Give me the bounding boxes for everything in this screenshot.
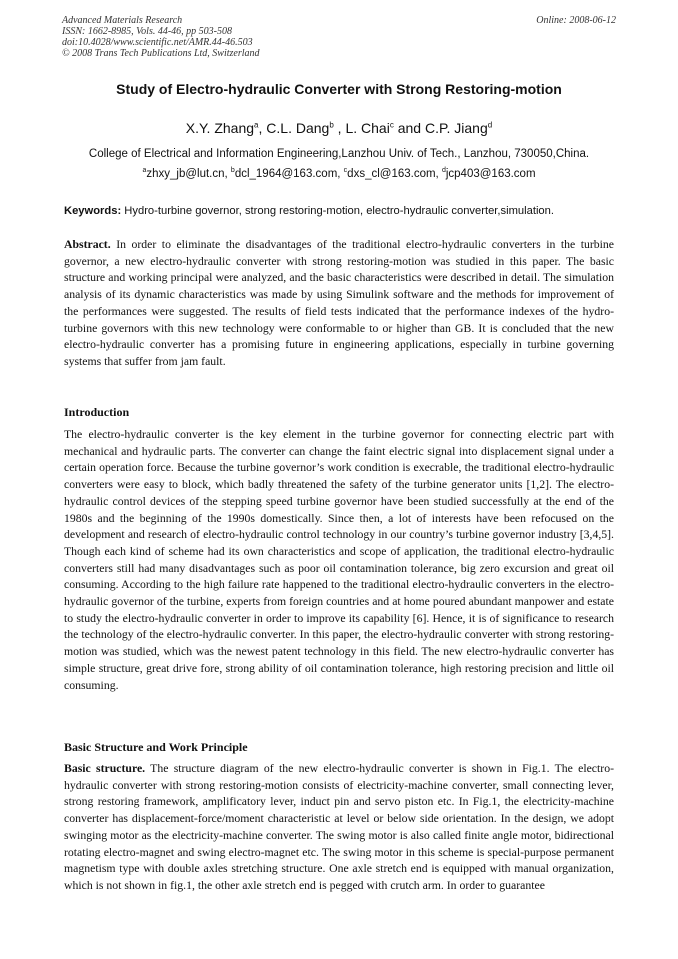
introduction-paragraph: The electro-hydraulic converter is the key element in the turbine governor for connecting electric part with mechanical and hydraulic parts. The converter can change the faint electric signal into displacement signal under a certain operation force. Because the turbine governor’s work condition is execrable, the traditional electro-hydraulic converters were easy to block, which badly threatened the safety of the turbine generator units [1,2]. The electro-hydraulic control devices of the stepping speed turbine governor have been studied successfully at the end of the 1980s and the beginning of the 1990s domestically. Since then, a lot of interests have been refocused on the development and research of electro-hydraulic control technology in our country’s turbine governor industry [3,4,5]. Though each kind of scheme had its own characteristics and scope of application, the traditional electro-hydraulic converters still had many disadvantages such as poor oil contamination tolerance, big zero excursion and great oil consuming. According to the high failure rate happened to the traditional electro-hydraulic converters in the electro-hydraulic governor of the turbine, experts from foreign countries and at home poured abundant manpower and estate to study the electro-hydraulic converter in order to improve its capability [6]. Hence, it is of significance to research the technology of the electro-hydraulic converter. In this paper, the electro-hydraulic converter with strong restoring-motion was studied, which was the newest patent technology in this field. The new electro-hydraulic converter has simple structure, great drive fore, strong ability of oil contamination tolerance, high restoring precision and little oil consuming. <box>64 428 614 692</box>
basic-structure-text: The structure diagram of the new electro-hydraulic converter is shown in Fig.1. The electro-hydraulic converter with strong restoring-motion consists of electricity-machine converter, small connecting lever, strong restoring framework, amplificatory lever, induct pin and servo piston etc. In Fig.1, the electricity-machine converter has displacement-force/moment characteristic at level or below side orientation. In the design, we adopt swinging motor as the electricity-machine converter. The swing motor is also called finite angle motor, bidirectional rotating electro-magnet and swing electro-magnet etc. The swing motor in this scheme is special-purpose permanent magnetism type with double axles stretching structure. One axle stretch end is equipped with manual organization, which is not shown in fig.1, the other axle stretch end is pegged with crutch arm. In order to guarantee <box>64 762 614 892</box>
email-address: dxs_cl@163.com, <box>347 168 442 180</box>
email-address: jcp403@163.com <box>445 168 536 180</box>
journal-doi: doi:10.4028/www.scientific.net/AMR.44-46.503 <box>62 37 253 48</box>
author-affil-mark: b <box>329 120 334 130</box>
journal-info <box>62 15 260 59</box>
basic-structure-paragraph <box>64 761 614 895</box>
abstract-label: Abstract. <box>64 238 111 251</box>
journal-copyright: © 2008 Trans Tech Publications Ltd, Switzerland <box>62 48 260 59</box>
email-mark: c <box>343 167 348 175</box>
author-separator: and <box>393 120 425 136</box>
abstract <box>64 237 614 371</box>
author-separator: , <box>258 120 267 136</box>
paper-title: Study of Electro-hydraulic Converter with Strong Restoring-motion <box>116 81 562 97</box>
section-heading-basic-structure: Basic Structure and Work Principle <box>64 740 248 754</box>
basic-structure-label: Basic structure. <box>64 762 146 775</box>
abstract-text: In order to eliminate the disadvantages of the traditional electro-hydraulic converters in the turbine governor, a new electro-hydraulic converter with strong restoring-motion was studied in this paper. The basic structure and working principal were analyzed, and the basic characteristics were described in detail. The simulation analysis of its dynamic characteristics was made by using Simulink software and the methods for improvement of the performances were suggested. The results of field tests indicated that the performance indexes of the hydro-turbine governors with this new technology were conformable to or higher than GB. It is concluded that the new electro-hydraulic converter has a promising future in engineering applications, especially in turbine governing systems that suffer from jam fault. <box>64 238 614 368</box>
email-mark: b <box>230 167 235 175</box>
author-affil-mark: a <box>254 120 259 130</box>
author-name: C.P. Jiang <box>424 120 488 136</box>
keywords <box>64 205 616 217</box>
author-name: C.L. Dang <box>266 120 330 136</box>
email-address: zhxy_jb@lut.cn, <box>146 168 231 180</box>
email-address: dcl_1964@163.com, <box>234 168 344 180</box>
email-mark: a <box>142 167 147 175</box>
keywords-text: Hydro-turbine governor, strong restoring-motion, electro-hydraulic converter,simulation. <box>121 205 554 217</box>
author-name: X.Y. Zhang <box>185 120 255 136</box>
journal-name: Advanced Materials Research <box>62 15 183 26</box>
affiliation: College of Electrical and Information Engineering,Lanzhou Univ. of Tech., Lanzhou, 730050,China. <box>88 148 590 160</box>
journal-issn: ISSN: 1662-8985, Vols. 44-46, pp 503-508 <box>62 26 232 37</box>
author-name: L. Chai <box>345 120 390 136</box>
author-affil-mark: c <box>389 120 394 130</box>
author-emails <box>0 168 678 180</box>
keywords-label: Keywords: <box>64 205 122 217</box>
author-affil-mark: d <box>487 120 493 130</box>
author-list <box>0 120 678 136</box>
email-mark: d <box>441 167 446 175</box>
online-date: Online: 2008-06-12 <box>536 15 616 26</box>
author-separator: , <box>333 120 346 136</box>
section-heading-introduction: Introduction <box>64 405 130 419</box>
